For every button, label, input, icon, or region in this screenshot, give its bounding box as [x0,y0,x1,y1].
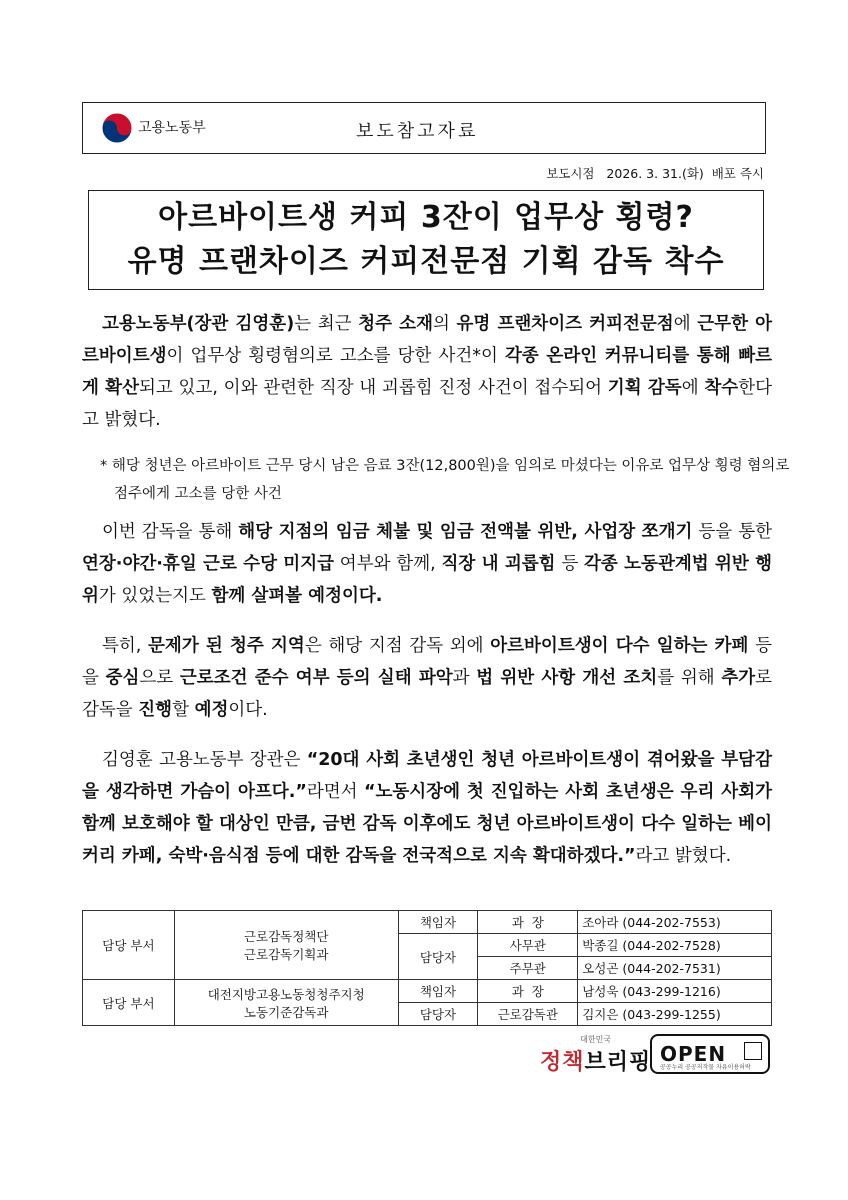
contact-person: 조아라 (044-202-7553) [578,911,772,934]
position-title: 과 장 [478,980,578,1003]
bold-text-segment: 기획 감독 [607,378,682,398]
text-segment: 이다. [228,700,268,720]
dept-line: 근로감독정책단 [243,929,329,944]
contact-person: 남성욱 (043-299-1216) [578,980,772,1003]
text-segment: 김영훈 고용노동부 장관은 [102,750,307,770]
bold-text-segment: 해당 지점의 임금 체불 및 임금 전액불 위반, 사업장 쪼개기 [238,522,693,542]
text-segment: 이번 감독을 통해 [102,522,239,542]
text-segment: 등을 통한 [692,522,772,542]
title-line-2: 유명 프랜차이즈 커피전문점 기획 감독 착수 [127,244,725,279]
bold-text-segment: 함께 살펴볼 예정이다. [211,586,383,606]
bold-text-segment: 연장·야간·휴일 근로 수당 미지급 [82,554,335,574]
text-segment: 과 [452,668,477,688]
text-segment: 등을 [82,636,772,688]
open-subtext: 공공누리 공공저작물 자유이용허락 [660,1064,751,1071]
paragraph-3 [82,630,772,726]
open-word: OPEN [660,1042,727,1066]
open-license-badge [650,1034,770,1074]
dept-line: 노동기준감독과 [243,1004,329,1020]
position-title: 주무관 [478,957,578,980]
dept-name [174,980,398,1026]
dept-line: 근로감독기획과 [243,947,329,962]
table-row [83,911,772,934]
contact-person: 박종길 (044-202-7528) [578,934,772,957]
contact-person: 오성곤 (044-202-7531) [578,957,772,980]
text-segment: 라면서 [306,782,364,802]
text-segment: 할 [172,700,195,720]
bold-text-segment: 문제가 된 청주 지역 [148,636,305,656]
text-segment: 은 해당 지점 감독 외에 [304,636,491,656]
dept-label: 담당 부서 [83,980,175,1026]
bold-text-segment: 진행 [138,700,173,720]
bold-text-segment: 법 위반 사항 개선 조치 [476,668,658,688]
role-label: 담당자 [398,934,478,980]
bold-text-segment: 아르바이트생이 다수 일하는 카페 [490,636,749,656]
bold-text-segment: 근무한 아르바이트생 [82,314,773,366]
release-time: 보도시점 2026. 3. 31.(화) 배포 즉시 [546,166,764,181]
bold-text-segment: 각종 온라인 커뮤니티를 통해 빠르게 확산 [82,346,773,398]
position-title: 사무관 [478,934,578,957]
text-segment: 의 [432,314,457,334]
policy-briefing-logo [540,1034,651,1076]
paragraph-4 [82,744,772,872]
text-segment: 는 최근 [294,314,359,334]
paragraph-1 [82,308,772,436]
bold-text-segment: 추가 [721,668,756,688]
korea-label: 대한민국 [580,1035,612,1044]
text-segment: 를 위해 [657,668,722,688]
contact-table [82,910,772,1026]
table-row [83,980,772,1003]
dept-line: 대전지방고용노동청청주지청 [207,986,365,1002]
contact-person: 김지은 (043-299-1255) [578,1003,772,1026]
position-title: 과 장 [478,911,578,934]
text-segment: 으로 [139,668,180,688]
footnote: * 해당 청년은 아르바이트 근무 당시 남은 음료 3잔(12,800원)을 임의로 마셨다는 이유로 업무상 횡령 혐의로 점주에게 고소를 당한 사건 [100,458,790,502]
brief-wordmark-part1: 정책 [540,1050,585,1075]
ministry-name: 고용노동부 [138,120,206,136]
role-label: 담당자 [398,1003,478,1026]
brief-wordmark-part2: 브리핑 [584,1050,652,1075]
title-line-1: 아르바이트생 커피 3잔이 업무상 횡령? [158,200,694,235]
bold-text-segment: “20대 사회 초년생인 청년 아르바이트생이 겪어왔을 부담감을 생각하면 가슴이 아프다.” [82,750,772,802]
document-type: 보도참고자료 [356,121,479,142]
position-title: 근로감독관 [478,1003,578,1026]
bold-text-segment: 각종 노동관계법 위반 행위 [82,554,773,606]
bold-text-segment: 고용노동부(장관 김영훈) [102,314,295,334]
dept-name [174,911,398,980]
title-box [88,190,764,290]
text-segment: 라고 밝혔다. [635,846,732,866]
brief-wordmark [540,1045,651,1076]
text-segment: 로 감독을 [82,668,773,720]
bold-text-segment: 착수 [704,378,739,398]
text-segment: 에 [673,314,698,334]
bold-text-segment: 직장 내 괴롭힘 [441,554,556,574]
bold-text-segment: 청주 소재 [358,314,433,334]
text-segment: 여부와 함께, [334,554,442,574]
role-label: 책임자 [398,980,478,1003]
text-segment: 에 [681,378,705,398]
text-segment: 특히, [102,636,149,656]
text-segment: 등 [555,554,585,574]
bold-text-segment: “노동시장에 첫 진입하는 사회 초년생은 우리 사회가 함께 보호해야 할 대상인 만큼, 금번 감독 이후에도 청년 아르바이트생이 다수 일하는 베이커리 카페, 숙박·음식점 등에 대한 감독을 전국적으로 지속 확대하겠다.” [82,782,773,866]
text-segment: 이 업무상 횡령혐의로 고소를 당한 사건*이 [166,346,505,366]
text-segment: 가 있었는지도 [98,586,212,606]
bold-text-segment: 예정 [194,700,229,720]
license-type-icon [744,1042,762,1060]
paragraph-2 [82,516,772,612]
bold-text-segment: 유명 프랜차이즈 커피전문점 [456,314,674,334]
bold-text-segment: 근로조건 준수 여부 등의 실태 파악 [179,668,453,688]
role-label: 책임자 [398,911,478,934]
government-emblem-icon [100,111,134,145]
text-segment: 되고 있고, 이와 관련한 직장 내 괴롭힘 진정 사건이 접수되어 [139,378,608,398]
text-segment: 한다고 밝혔다. [82,378,772,430]
dept-label: 담당 부서 [83,911,175,980]
bold-text-segment: 중심 [105,668,140,688]
